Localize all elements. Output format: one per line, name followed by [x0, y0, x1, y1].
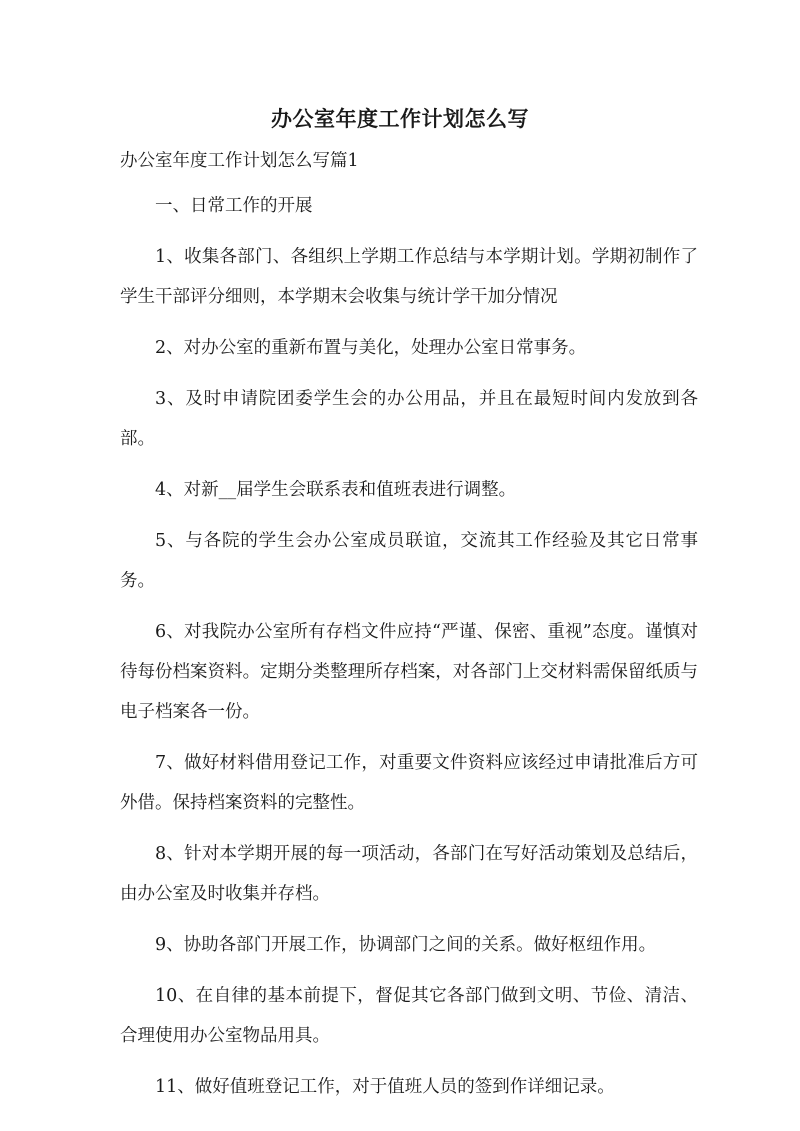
- document-body: [120, 146, 698, 1118]
- list-item-10: 10、在自律的基本前提下，督促其它各部门做到文明、节俭、清洁、合理使用办公室物品用具。: [120, 986, 698, 1046]
- list-item-8: 8、针对本学期开展的每一项活动，各部门在写好活动策划及总结后，由办公室及时收集并存档。: [120, 844, 698, 904]
- section-heading: 一、日常工作的开展: [155, 196, 313, 216]
- document-title: 办公室年度工作计划怎么写: [271, 106, 529, 131]
- list-item-9: 9、协助各部门开展工作，协调部门之间的关系。做好枢纽作用。: [155, 935, 657, 955]
- list-item-3: 3、及时申请院团委学生会的办公用品，并且在最短时间内发放到各部。: [120, 389, 698, 449]
- list-item-6: 6、对我院办公室所有存档文件应持“严谨、保密、重视”态度。谨慎对待每份档案资料。定期分类整理所存档案，对各部门上交材料需保留纸质与电子档案各一份。: [120, 622, 698, 722]
- list-item-11: 11、做好值班登记工作，对于值班人员的签到作详细记录。: [155, 1077, 615, 1097]
- list-item-2: 2、对办公室的重新布置与美化，处理办公室日常事务。: [155, 338, 587, 358]
- list-item-1: 1、收集各部门、各组织上学期工作总结与本学期计划。学期初制作了学生干部评分细则，本学期末会收集与统计学干加分情况: [120, 247, 698, 307]
- list-item-4: 4、对新__届学生会联系表和值班表进行调整。: [155, 480, 517, 500]
- list-item-7: 7、做好材料借用登记工作，对重要文件资料应该经过申请批准后方可外借。保持档案资料的完整性。: [120, 753, 698, 813]
- list-item-5: 5、与各院的学生会办公室成员联谊，交流其工作经验及其它日常事务。: [120, 531, 698, 591]
- document-subtitle: 办公室年度工作计划怎么写篇1: [120, 151, 359, 171]
